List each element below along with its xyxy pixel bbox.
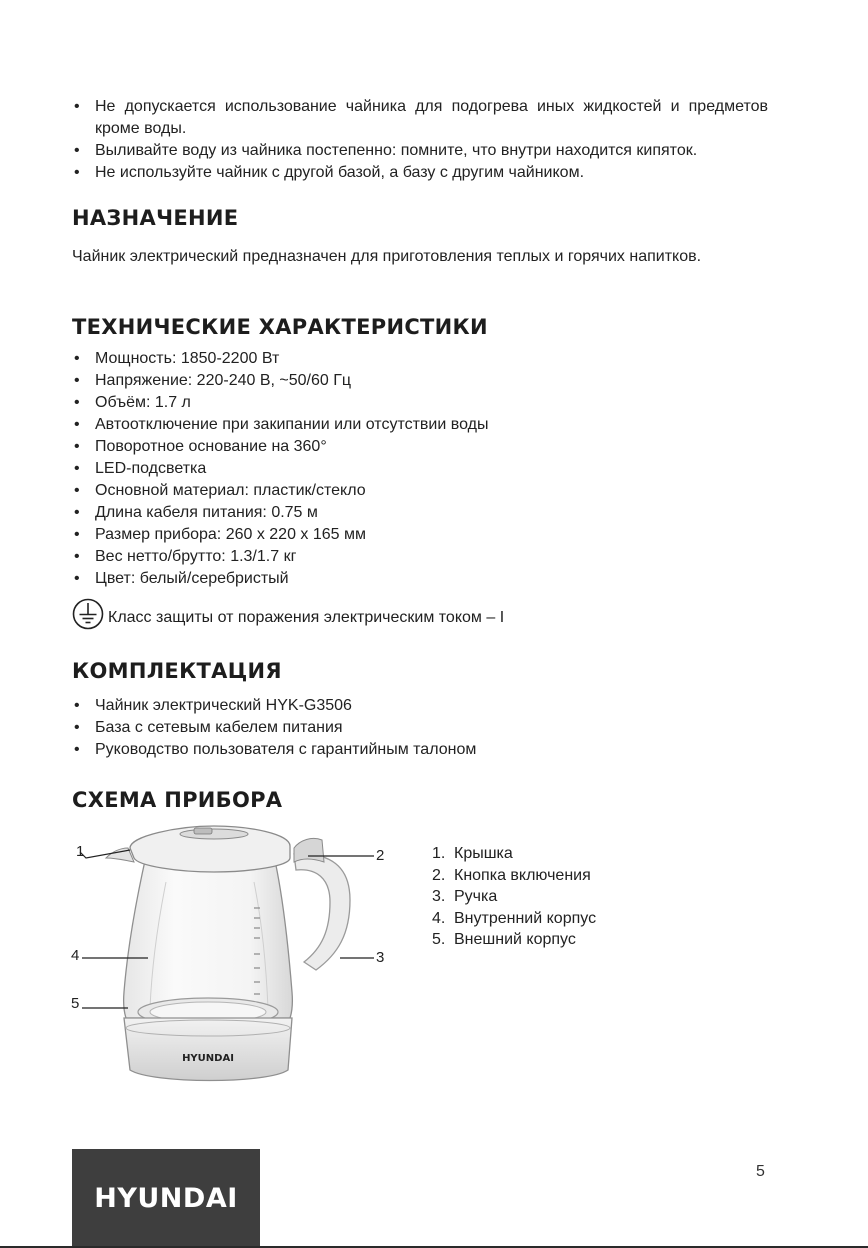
spec-item: • Автоотключение при закипании или отсутствии воды (72, 414, 672, 436)
callout-2: 2 (376, 847, 385, 864)
purpose-text: Чайник электрический предназначен для приготовления теплых и горячих напитков. (72, 248, 702, 265)
kettle-base (124, 1018, 292, 1081)
scheme-heading: СХЕМА ПРИБОРА (72, 788, 283, 812)
brand-logo-box (72, 1149, 260, 1248)
intro-bullet: • Не используйте чайник с другой базой, а базу с другим чайником. (72, 162, 768, 184)
legend-item: 5. Внешний корпус (432, 931, 576, 948)
spec-item: • Цвет: белый/серебристый (72, 568, 672, 590)
kettle-brand-label: HYUNDAI (182, 1053, 234, 1064)
kettle-lid (106, 826, 290, 872)
legend-item: 3. Ручка (432, 888, 498, 905)
kit-item: • База с сетевым кабелем питания (72, 717, 672, 739)
purpose-heading: НАЗНАЧЕНИЕ (72, 206, 239, 230)
kettle-handle (294, 838, 350, 970)
brand-logo: HYUNDAI (94, 1183, 238, 1214)
spec-item: • Вес нетто/брутто: 1.3/1.7 кг (72, 546, 672, 568)
legend-item: 4. Внутренний корпус (432, 909, 597, 927)
spec-item: • Длина кабеля питания: 0.75 м (72, 502, 672, 524)
page-number: 5 (756, 1163, 765, 1180)
callout-5: 5 (71, 995, 80, 1012)
spec-item: • Основной материал: пластик/стекло (72, 480, 672, 502)
intro-bullet: • Выливайте воду из чайника постепенно: помните, что внутри находится кипяток. (72, 140, 768, 162)
spec-item: • Мощность: 1850-2200 Вт (72, 348, 672, 370)
spec-item: • LED-подсветка (72, 458, 672, 480)
legend-item: 2. Кнопка включения (432, 866, 591, 884)
ground-symbol-icon (72, 598, 104, 630)
protection-class-note (72, 598, 504, 630)
callout-3: 3 (376, 949, 385, 966)
spec-item: • Напряжение: 220-240 В, ~50/60 Гц (72, 370, 672, 392)
kit-heading: КОМПЛЕКТАЦИЯ (72, 659, 282, 683)
intro-bullet: • Не допускается использование чайника для подогрева иных жидкостей и предметов кроме воды. (72, 96, 768, 140)
kettle-diagram (68, 822, 398, 1102)
kit-list (72, 695, 672, 761)
legend-item: 1. Крышка (432, 845, 513, 862)
protection-text: Класс защиты от поражения электрическим током – I (108, 609, 505, 626)
spec-item: • Объём: 1.7 л (72, 392, 672, 414)
callout-1: 1 (76, 843, 85, 860)
spec-item: • Размер прибора: 260 x 220 x 165 мм (72, 524, 672, 546)
kettle-glass-body (124, 856, 293, 1018)
kit-item: • Чайник электрический HYK-G3506 (72, 695, 672, 717)
intro-bullet-list (72, 96, 768, 184)
specs-list (72, 348, 672, 590)
specs-heading: ТЕХНИЧЕСКИЕ ХАРАКТЕРИСТИКИ (72, 315, 488, 339)
spec-item: • Поворотное основание на 360° (72, 436, 672, 458)
callout-4: 4 (71, 947, 80, 964)
scheme-legend (432, 843, 596, 951)
kit-item: • Руководство пользователя с гарантийным талоном (72, 739, 672, 761)
